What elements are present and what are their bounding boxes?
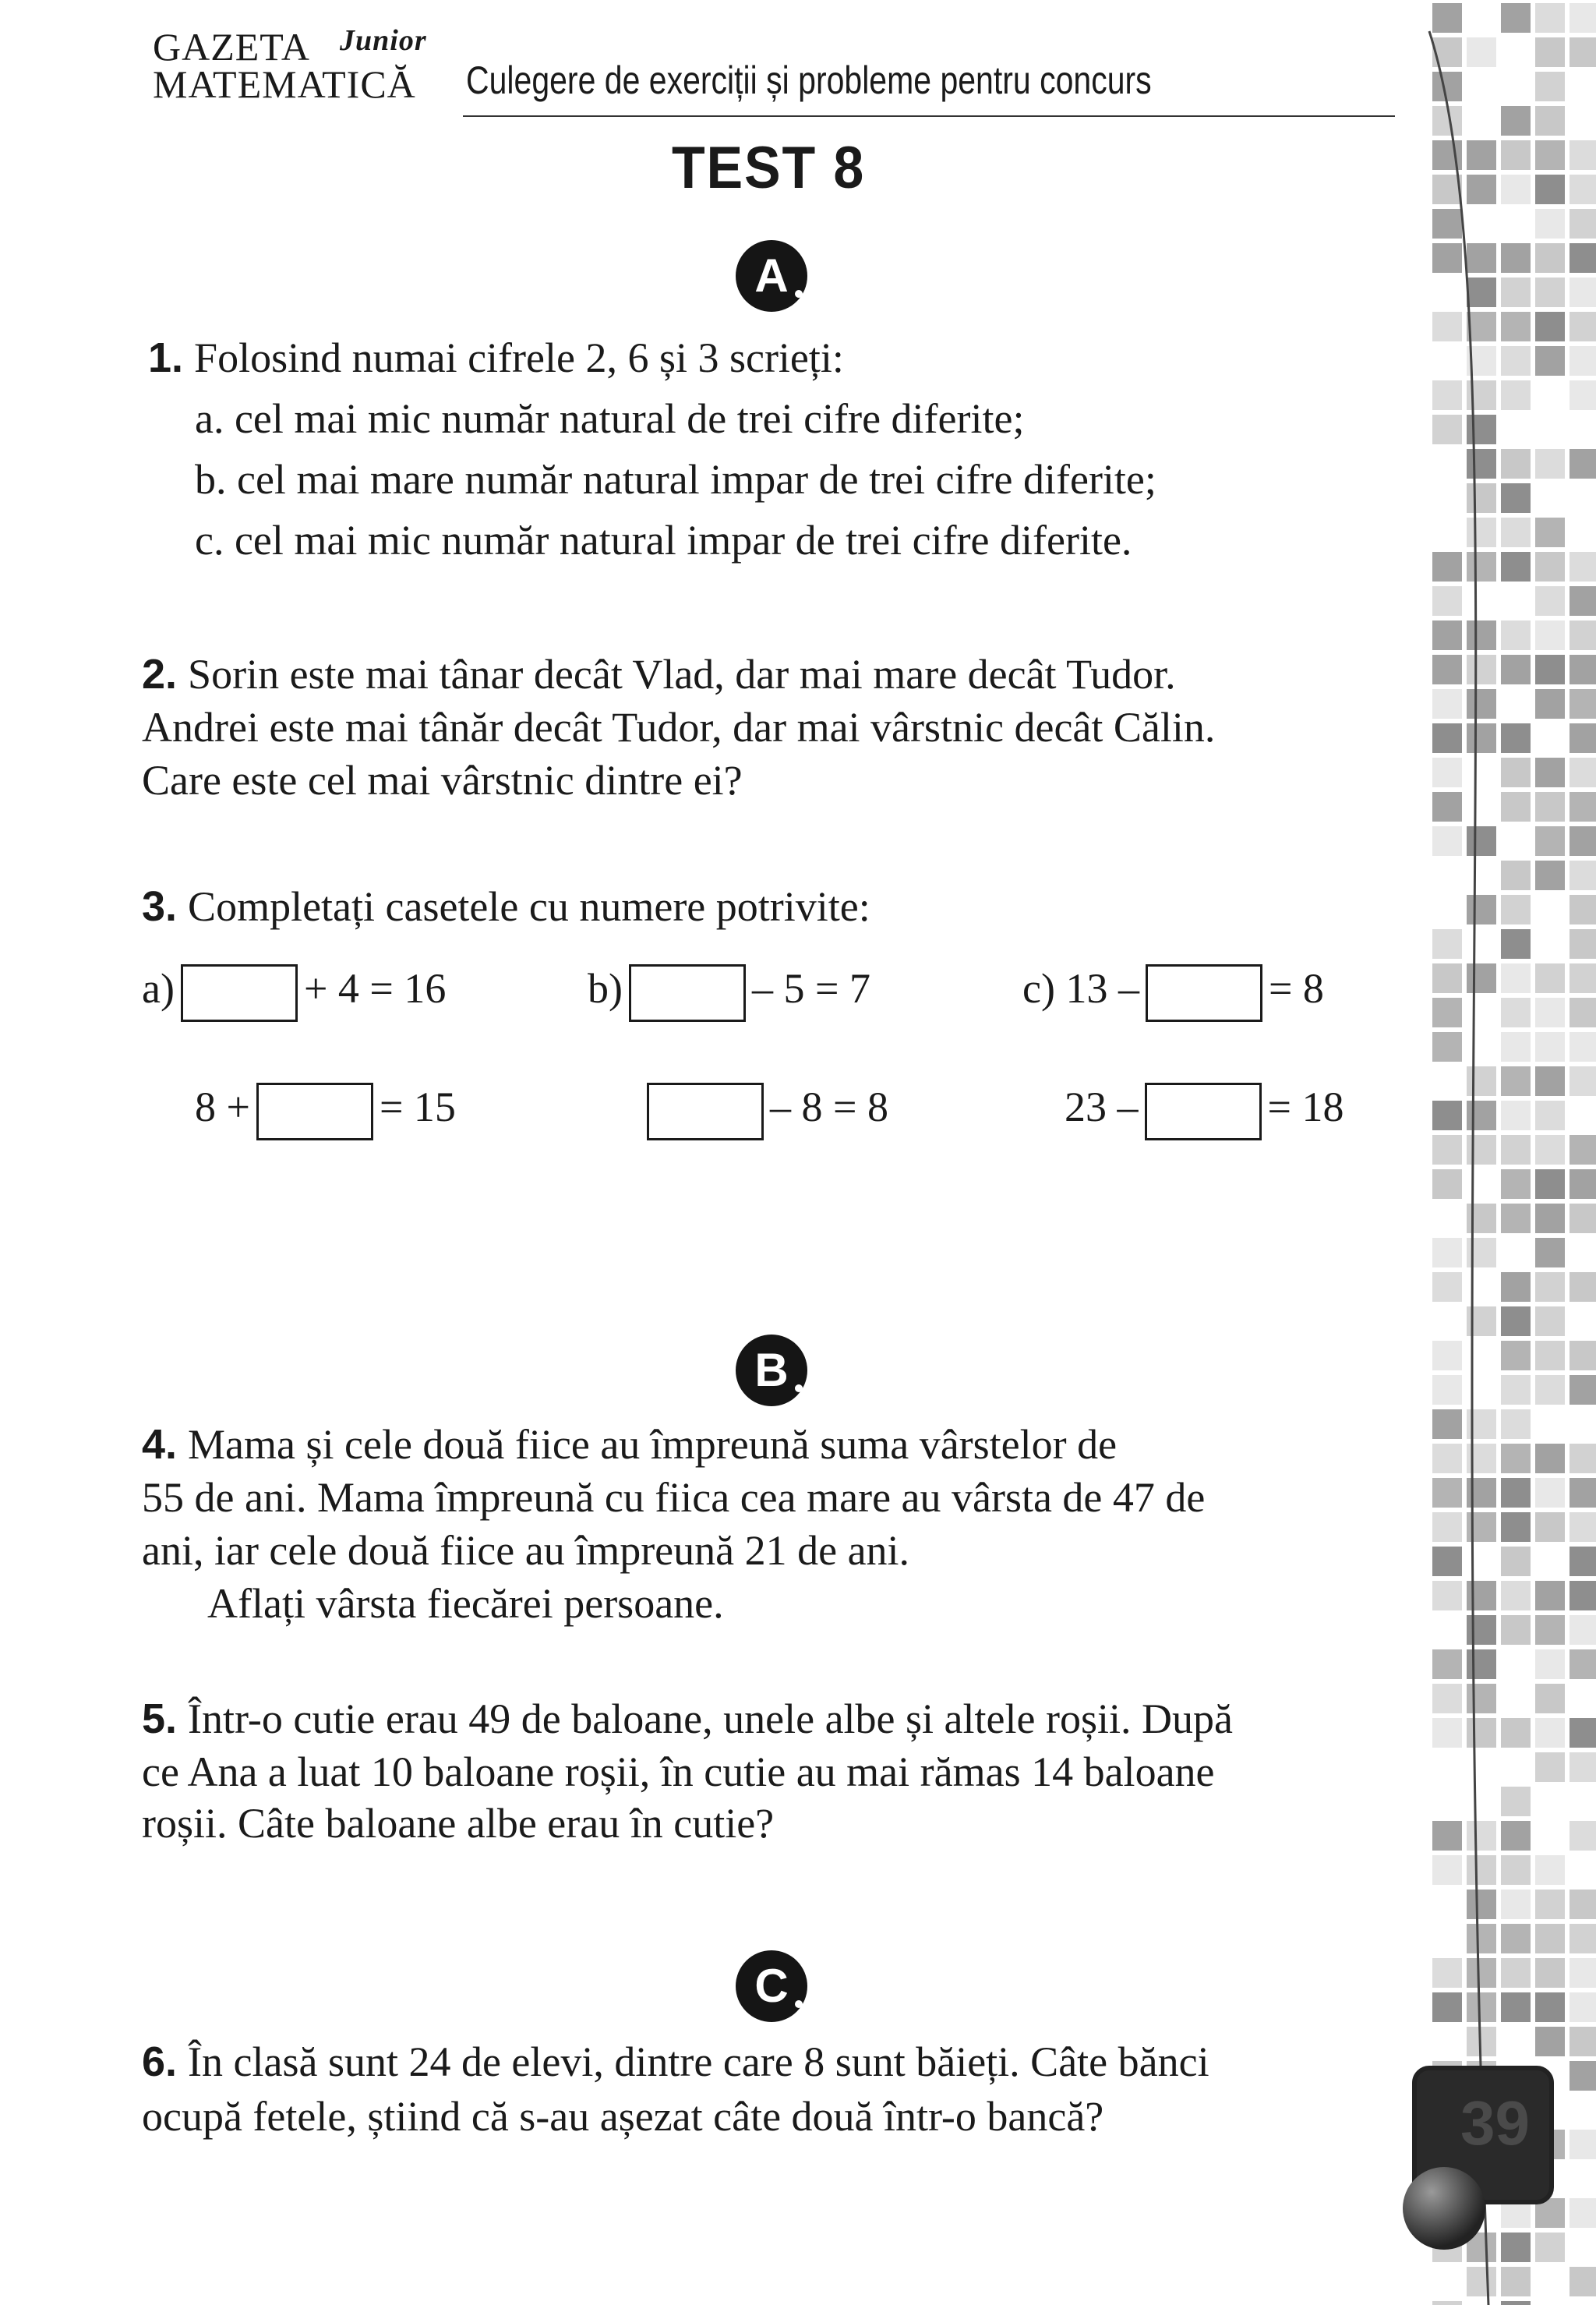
mosaic-tile xyxy=(1501,895,1531,924)
mosaic-tile xyxy=(1535,1135,1565,1165)
equation-c2-lead: 23 – xyxy=(1065,1084,1139,1130)
mosaic-tile xyxy=(1570,826,1596,856)
mosaic-tile xyxy=(1467,1890,1496,1919)
mosaic-tile xyxy=(1432,72,1462,101)
mosaic-tile xyxy=(1501,1341,1531,1370)
mosaic-tile xyxy=(1432,1101,1462,1130)
mosaic-tile xyxy=(1501,1409,1531,1439)
mosaic-tile xyxy=(1432,1821,1462,1851)
mosaic-tile xyxy=(1535,1204,1565,1233)
mosaic-tile xyxy=(1467,1718,1496,1748)
equation-b-label: b) xyxy=(588,965,623,1012)
mosaic-tile xyxy=(1501,312,1531,341)
mosaic-tile xyxy=(1501,620,1531,650)
mosaic-tile xyxy=(1432,826,1462,856)
mosaic-tile xyxy=(1570,2198,1596,2228)
page-number: 39 xyxy=(1460,2088,1530,2158)
mosaic-tile xyxy=(1570,1512,1596,1542)
mosaic-tile xyxy=(1570,1821,1596,1851)
mosaic-tile xyxy=(1535,1992,1565,2022)
mosaic-tile xyxy=(1467,1306,1496,1336)
mosaic-tile xyxy=(1501,1958,1531,1988)
answer-box-b1[interactable] xyxy=(629,964,746,1022)
problem-1-item-a: a. cel mai mic număr natural de trei cifre diferite; xyxy=(195,395,1025,442)
problem-6-number: 6. xyxy=(142,2038,178,2085)
answer-box-a1[interactable] xyxy=(181,964,298,1022)
mosaic-tile xyxy=(1432,620,1462,650)
mosaic-tile xyxy=(1570,689,1596,719)
mosaic-tile xyxy=(1501,1890,1531,1919)
mosaic-tile xyxy=(1570,3,1596,33)
mosaic-tile xyxy=(1432,792,1462,822)
answer-box-c1[interactable] xyxy=(1146,964,1262,1022)
mosaic-tile xyxy=(1501,175,1531,204)
mosaic-tile xyxy=(1467,278,1496,307)
mosaic-tile xyxy=(1467,1924,1496,1953)
mosaic-tile xyxy=(1501,243,1531,273)
mosaic-tile xyxy=(1535,998,1565,1027)
mosaic-tile xyxy=(1535,1169,1565,1199)
equation-c1-rest: = 8 xyxy=(1268,965,1324,1012)
mosaic-tile xyxy=(1501,1547,1531,1576)
mosaic-tile xyxy=(1535,586,1565,616)
equation-b1 xyxy=(588,957,870,1022)
mosaic-tile xyxy=(1570,723,1596,753)
mosaic-tile xyxy=(1467,895,1496,924)
mosaic-tile xyxy=(1570,1958,1596,1988)
mosaic-tile xyxy=(1467,552,1496,582)
mosaic-tile xyxy=(1501,861,1531,890)
mosaic-tile xyxy=(1535,2233,1565,2262)
mosaic-tile xyxy=(1570,792,1596,822)
problem-5-line-2: ce Ana a luat 10 baloane roșii, în cutie au mai rămas 14 baloane xyxy=(142,1748,1215,1795)
mosaic-tile xyxy=(1535,861,1565,890)
mosaic-tile xyxy=(1501,483,1531,513)
problem-5-line-3: roșii. Câte baloane albe erau în cutie? xyxy=(142,1800,775,1847)
brand-logo xyxy=(153,24,427,106)
mosaic-tile xyxy=(1432,37,1462,67)
mosaic-tile xyxy=(1432,1992,1462,2022)
mosaic-tile xyxy=(1432,1341,1462,1370)
mosaic-tile xyxy=(1535,1444,1565,1473)
problem-4-line-1 xyxy=(142,1419,1398,1470)
mosaic-tile xyxy=(1535,689,1565,719)
mosaic-tile xyxy=(1432,1238,1462,1267)
mosaic-tile xyxy=(1535,312,1565,341)
mosaic-tile xyxy=(1501,963,1531,993)
mosaic-tile xyxy=(1467,723,1496,753)
mosaic-tile xyxy=(1501,929,1531,959)
mosaic-tile xyxy=(1535,1512,1565,1542)
mosaic-tile xyxy=(1432,380,1462,410)
brand-line-2: MATEMATICĂ xyxy=(153,62,416,106)
mosaic-tile xyxy=(1432,929,1462,959)
section-c-badge: C xyxy=(736,1950,807,2022)
mosaic-tile xyxy=(1570,209,1596,239)
mosaic-tile xyxy=(1467,37,1496,67)
decorative-tile-strip xyxy=(1426,0,1596,2305)
mosaic-tile xyxy=(1570,312,1596,341)
mosaic-tile xyxy=(1535,1238,1565,1267)
mosaic-tile xyxy=(1535,1478,1565,1508)
mosaic-tile xyxy=(1467,1512,1496,1542)
mosaic-tile xyxy=(1501,1444,1531,1473)
mosaic-tile xyxy=(1570,1924,1596,1953)
decorative-ball-icon xyxy=(1403,2167,1485,2250)
mosaic-tile xyxy=(1501,518,1531,547)
mosaic-tile xyxy=(1467,1958,1496,1988)
answer-box-a2[interactable] xyxy=(256,1083,373,1140)
mosaic-tile xyxy=(1467,243,1496,273)
mosaic-tile xyxy=(1570,1135,1596,1165)
mosaic-tile xyxy=(1467,1684,1496,1713)
mosaic-tile xyxy=(1570,1444,1596,1473)
mosaic-tile xyxy=(1467,415,1496,444)
mosaic-tile xyxy=(1501,106,1531,136)
mosaic-tile xyxy=(1432,243,1462,273)
equation-a1 xyxy=(142,957,446,1022)
mosaic-tile xyxy=(1570,1204,1596,1233)
mosaic-tile xyxy=(1535,2027,1565,2056)
mosaic-tile xyxy=(1535,792,1565,822)
mosaic-tile xyxy=(1535,518,1565,547)
mosaic-tile xyxy=(1535,1581,1565,1610)
mosaic-tile xyxy=(1535,1718,1565,1748)
mosaic-tile xyxy=(1501,1135,1531,1165)
mosaic-tile xyxy=(1501,1101,1531,1130)
mosaic-tile xyxy=(1535,963,1565,993)
problem-2-line-1 xyxy=(142,649,1398,700)
mosaic-tile xyxy=(1570,1890,1596,1919)
mosaic-tile xyxy=(1535,209,1565,239)
mosaic-tile xyxy=(1501,1615,1531,1645)
mosaic-tile xyxy=(1467,620,1496,650)
mosaic-tile xyxy=(1432,3,1462,33)
mosaic-tile xyxy=(1570,895,1596,924)
mosaic-tile xyxy=(1535,1684,1565,1713)
mosaic-tile xyxy=(1432,1135,1462,1165)
mosaic-tile xyxy=(1432,1478,1462,1508)
mosaic-tile xyxy=(1432,1444,1462,1473)
mosaic-tile xyxy=(1570,758,1596,787)
mosaic-tile xyxy=(1570,2027,1596,2056)
mosaic-tile xyxy=(1467,963,1496,993)
mosaic-tile xyxy=(1501,2233,1531,2262)
mosaic-tile xyxy=(1467,2267,1496,2296)
mosaic-tile xyxy=(1432,758,1462,787)
mosaic-tile xyxy=(1432,1409,1462,1439)
mosaic-tile xyxy=(1570,861,1596,890)
equation-c1-lead: c) 13 – xyxy=(1022,965,1139,1012)
mosaic-tile xyxy=(1467,1135,1496,1165)
answer-box-c2[interactable] xyxy=(1145,1083,1262,1140)
mosaic-tile xyxy=(1535,826,1565,856)
mosaic-tile xyxy=(1432,689,1462,719)
mosaic-tile xyxy=(1570,963,1596,993)
mosaic-tile xyxy=(1570,380,1596,410)
mosaic-tile xyxy=(1501,998,1531,1027)
problem-6-line-1 xyxy=(142,2036,1209,2088)
problem-4-line-4: Aflați vârsta fiecărei persoane. xyxy=(207,1580,724,1627)
problem-2-line-2: Andrei este mai tânăr decât Tudor, dar mai vârstnic decât Călin. xyxy=(142,704,1216,751)
mosaic-tile xyxy=(1467,518,1496,547)
mosaic-tile xyxy=(1570,1169,1596,1199)
mosaic-tile xyxy=(1467,1821,1496,1851)
problem-4-line-3: ani, iar cele două fiice au împreună 21 de ani. xyxy=(142,1527,910,1574)
mosaic-tile xyxy=(1535,552,1565,582)
mosaic-tile xyxy=(1535,1375,1565,1405)
mosaic-tile xyxy=(1501,552,1531,582)
mosaic-tile xyxy=(1467,1238,1496,1267)
equation-c1 xyxy=(1022,957,1324,1022)
mosaic-tile xyxy=(1570,1547,1596,1576)
brand-junior: Junior xyxy=(340,24,427,57)
problem-1-item-c: c. cel mai mic număr natural impar de trei cifre diferite. xyxy=(195,517,1132,564)
mosaic-tile xyxy=(1432,2301,1462,2305)
equation-b2 xyxy=(641,1076,888,1140)
mosaic-tile xyxy=(1570,1032,1596,1062)
problem-6-text-1: În clasă sunt 24 de elevi, dintre care 8 sunt băieți. Câte bănci xyxy=(188,2038,1209,2085)
mosaic-tile xyxy=(1432,963,1462,993)
mosaic-tile xyxy=(1501,1787,1531,1816)
equation-a2-lead: 8 + xyxy=(195,1084,250,1130)
mosaic-tile xyxy=(1432,1855,1462,1885)
mosaic-tile xyxy=(1535,449,1565,479)
equation-c2 xyxy=(1065,1076,1344,1140)
mosaic-tile xyxy=(1501,1204,1531,1233)
mosaic-tile xyxy=(1467,689,1496,719)
equation-a2-rest: = 15 xyxy=(379,1084,456,1130)
mosaic-tile xyxy=(1432,998,1462,1027)
mosaic-tile xyxy=(1570,37,1596,67)
mosaic-tile xyxy=(1501,1306,1531,1336)
mosaic-tile xyxy=(1570,175,1596,204)
mosaic-tile xyxy=(1570,1718,1596,1748)
mosaic-tile xyxy=(1501,655,1531,684)
mosaic-tile xyxy=(1570,552,1596,582)
equation-b2-rest: – 8 = 8 xyxy=(770,1084,888,1130)
mosaic-tile xyxy=(1535,243,1565,273)
equation-b1-rest: – 5 = 7 xyxy=(751,965,870,1012)
equation-a1-rest: + 4 = 16 xyxy=(303,965,447,1012)
mosaic-tile xyxy=(1467,2027,1496,2056)
problem-5-text-1: Într-o cutie erau 49 de baloane, unele albe și altele roșii. După xyxy=(188,1695,1233,1742)
mosaic-tile xyxy=(1535,1855,1565,1885)
mosaic-tile xyxy=(1501,140,1531,170)
mosaic-tile xyxy=(1501,449,1531,479)
problem-4-line-2: 55 de ani. Mama împreună cu fiica cea mare au vârsta de 47 de xyxy=(142,1474,1206,1521)
mosaic-tile xyxy=(1570,929,1596,959)
equation-a-label: a) xyxy=(142,965,175,1012)
mosaic-tile xyxy=(1432,1169,1462,1199)
mosaic-tile xyxy=(1501,792,1531,822)
mosaic-tile xyxy=(1535,140,1565,170)
mosaic-tile xyxy=(1432,586,1462,616)
section-a-badge: A xyxy=(736,240,807,312)
mosaic-tile xyxy=(1570,1992,1596,2022)
mosaic-tile xyxy=(1467,140,1496,170)
mosaic-tile xyxy=(1570,1375,1596,1405)
mosaic-tile xyxy=(1467,175,1496,204)
mosaic-tile xyxy=(1535,346,1565,376)
mosaic-tile xyxy=(1501,380,1531,410)
mosaic-tile xyxy=(1432,655,1462,684)
mosaic-tile xyxy=(1535,620,1565,650)
mosaic-tile xyxy=(1501,1066,1531,1096)
mosaic-tile xyxy=(1501,1375,1531,1405)
mosaic-tile xyxy=(1570,1752,1596,1782)
mosaic-tile xyxy=(1535,1958,1565,1988)
mosaic-tile xyxy=(1501,1718,1531,1748)
mosaic-tile xyxy=(1501,3,1531,33)
mosaic-tile xyxy=(1432,1547,1462,1576)
problem-3-text: Completați casetele cu numere potrivite: xyxy=(188,883,870,930)
mosaic-tile xyxy=(1432,723,1462,753)
problem-1-text: Folosind numai cifrele 2, 6 și 3 scrieți: xyxy=(194,334,844,381)
mosaic-tile xyxy=(1501,1581,1531,1610)
problem-3-stem xyxy=(142,881,870,932)
mosaic-tile xyxy=(1432,1375,1462,1405)
mosaic-tile xyxy=(1535,1752,1565,1782)
mosaic-tile xyxy=(1570,620,1596,650)
mosaic-tile xyxy=(1432,552,1462,582)
mosaic-tile xyxy=(1535,1066,1565,1096)
mosaic-tile xyxy=(1467,1649,1496,1679)
mosaic-tile xyxy=(1535,655,1565,684)
mosaic-tile xyxy=(1570,2267,1596,2296)
mosaic-tile xyxy=(1501,1992,1531,2022)
problem-1-number: 1. xyxy=(148,334,184,381)
mosaic-tile xyxy=(1570,655,1596,684)
mosaic-tile xyxy=(1467,655,1496,684)
mosaic-tile xyxy=(1570,140,1596,170)
problem-4-number: 4. xyxy=(142,1421,178,1468)
mosaic-tile xyxy=(1501,346,1531,376)
mosaic-tile xyxy=(1535,1272,1565,1302)
mosaic-tile xyxy=(1535,72,1565,101)
mosaic-tile xyxy=(1570,1478,1596,1508)
mosaic-tile xyxy=(1432,1684,1462,1713)
mosaic-tile xyxy=(1432,312,1462,341)
mosaic-tile xyxy=(1432,1649,1462,1679)
problem-3-number: 3. xyxy=(142,883,178,930)
mosaic-tile xyxy=(1432,415,1462,444)
mosaic-tile xyxy=(1535,1649,1565,1679)
mosaic-tile xyxy=(1535,1101,1565,1130)
problem-5-line-1 xyxy=(142,1693,1233,1745)
mosaic-tile xyxy=(1535,278,1565,307)
mosaic-tile xyxy=(1501,1512,1531,1542)
mosaic-tile xyxy=(1570,1615,1596,1645)
mosaic-tile xyxy=(1467,1615,1496,1645)
mosaic-tile xyxy=(1501,2301,1531,2305)
mosaic-tile xyxy=(1570,1272,1596,1302)
mosaic-tile xyxy=(1535,1890,1565,1919)
mosaic-tile xyxy=(1467,1992,1496,2022)
mosaic-tile xyxy=(1570,1649,1596,1679)
problem-6-line-2: ocupă fetele, știind că s-au așezat câte două într-o bancă? xyxy=(142,2093,1104,2140)
mosaic-tile xyxy=(1570,346,1596,376)
mosaic-tile xyxy=(1501,723,1531,753)
mosaic-tile xyxy=(1501,1032,1531,1062)
answer-box-b2[interactable] xyxy=(647,1083,764,1140)
mosaic-tile xyxy=(1535,1306,1565,1336)
mosaic-tile xyxy=(1501,1272,1531,1302)
mosaic-tile xyxy=(1432,1512,1462,1542)
problem-5-number: 5. xyxy=(142,1695,178,1742)
mosaic-tile xyxy=(1535,1615,1565,1645)
mosaic-tile xyxy=(1570,586,1596,616)
mosaic-tile xyxy=(1467,449,1496,479)
problem-2-text-1: Sorin este mai tânar decât Vlad, dar mai mare decât Tudor. xyxy=(188,651,1176,698)
equation-a2 xyxy=(195,1076,456,1140)
mosaic-tile xyxy=(1501,278,1531,307)
mosaic-tile xyxy=(1467,1101,1496,1130)
brand-line-1: GAZETA xyxy=(153,25,310,69)
mosaic-tile xyxy=(1501,1169,1531,1199)
mosaic-tile xyxy=(1535,758,1565,787)
problem-1-stem xyxy=(148,332,844,384)
mosaic-tile xyxy=(1432,209,1462,239)
mosaic-tile xyxy=(1432,1032,1462,1062)
mosaic-tile xyxy=(1432,1581,1462,1610)
mosaic-tile xyxy=(1467,483,1496,513)
mosaic-tile xyxy=(1570,998,1596,1027)
mosaic-tile xyxy=(1467,826,1496,856)
mosaic-tile xyxy=(1432,1718,1462,1748)
mosaic-tile xyxy=(1535,175,1565,204)
mosaic-tile xyxy=(1570,2061,1596,2091)
header-subtitle: Culegere de exerciții și probleme pentru concurs xyxy=(466,58,1152,102)
mosaic-tile xyxy=(1467,1204,1496,1233)
mosaic-tile xyxy=(1535,1924,1565,1953)
test-title: TEST 8 xyxy=(672,135,866,201)
problem-2-line-3: Care este cel mai vârstnic dintre ei? xyxy=(142,757,743,804)
mosaic-tile xyxy=(1570,243,1596,273)
mosaic-tile xyxy=(1501,1924,1531,1953)
mosaic-tile xyxy=(1570,449,1596,479)
section-b-badge: B xyxy=(736,1335,807,1406)
mosaic-tile xyxy=(1501,758,1531,787)
mosaic-tile xyxy=(1535,3,1565,33)
mosaic-tile xyxy=(1501,1478,1531,1508)
mosaic-tile xyxy=(1432,1272,1462,1302)
mosaic-tile xyxy=(1501,1821,1531,1851)
mosaic-tile xyxy=(1570,278,1596,307)
problem-2-number: 2. xyxy=(142,651,178,698)
mosaic-tile xyxy=(1535,1032,1565,1062)
mosaic-tile xyxy=(1467,1581,1496,1610)
problem-1-item-b: b. cel mai mare număr natural impar de trei cifre diferite; xyxy=(195,456,1156,503)
mosaic-tile xyxy=(1535,37,1565,67)
header-rule xyxy=(463,115,1395,117)
mosaic-tile xyxy=(1570,2130,1596,2159)
mosaic-tile xyxy=(1570,1066,1596,1096)
mosaic-tile xyxy=(1570,1341,1596,1370)
mosaic-tile xyxy=(1501,1855,1531,1885)
mosaic-tile xyxy=(1467,1066,1496,1096)
problem-4-text-1: Mama și cele două fiice au împreună suma vârstelor de xyxy=(188,1421,1118,1468)
mosaic-tile xyxy=(1432,1958,1462,1988)
mosaic-tile xyxy=(1467,1855,1496,1885)
mosaic-tile xyxy=(1501,2267,1531,2296)
mosaic-tile xyxy=(1535,106,1565,136)
mosaic-tile xyxy=(1535,1341,1565,1370)
mosaic-tile xyxy=(1570,1581,1596,1610)
equation-c2-rest: = 18 xyxy=(1267,1084,1344,1130)
